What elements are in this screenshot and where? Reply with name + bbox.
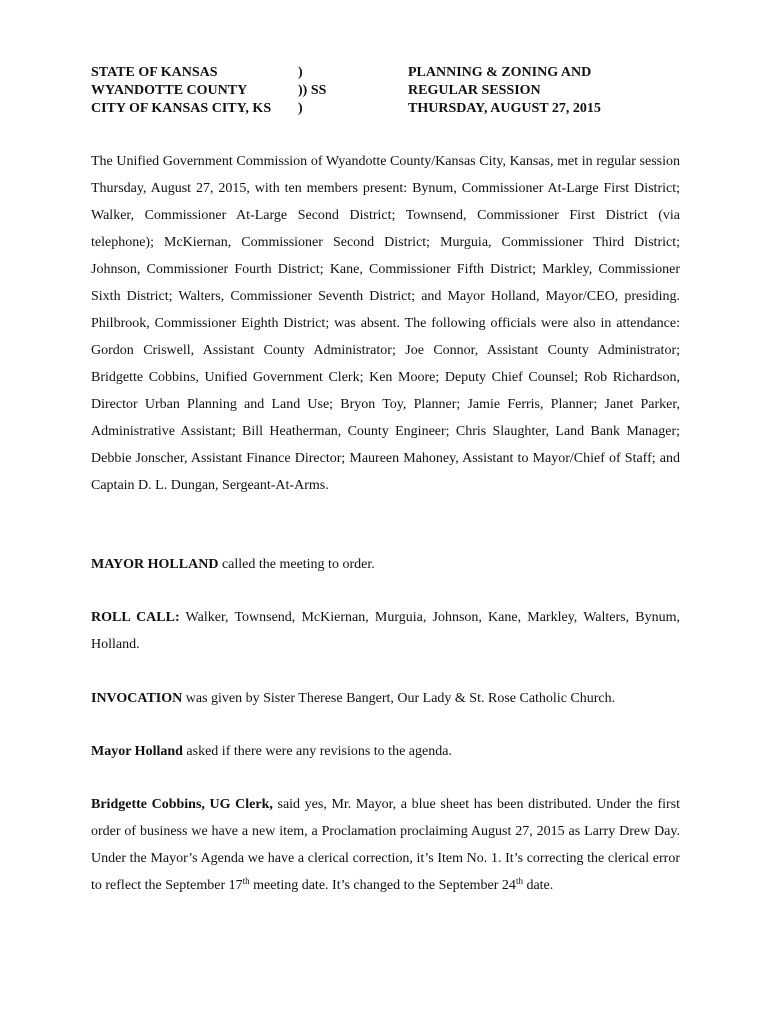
revisions-paragraph [91,738,680,765]
header-session [408,64,708,118]
clerk-sup-2: th [515,876,523,886]
header-county-row [91,82,391,100]
clerk-paragraph [91,791,680,899]
revisions-speaker: Mayor Holland [91,744,183,759]
roll-call-text: Walker, Townsend, McKiernan, Murguia, Johnson, Kane, Markley, Walters, Bynum, Holland. [91,610,680,652]
intro-paragraph: The Unified Government Commission of Wyandotte County/Kansas City, Kansas, met in regular session Thursday, August 27, 2015, with ten members present: Bynum, Commissioner At-Large First District; Walker, Commissioner At-Large Second District; Townsend, Commissioner First District (via telephone); McKiernan, Commissioner Second District; Murguia, Commissioner Third District; Johnson, Commissioner Fourth District; Kane, Commissioner Fifth District; Markley, Commissioner Sixth District; Walters, Commissioner Seventh District; and Mayor Holland, Mayor/CEO, presiding. Philbrook, Commissioner Eighth District; was absent. The following officials were also in attendance: Gordon Criswell, Assistant County Administrator; Joe Connor, Assistant County Administrator; Bridgette Cobbins, Unified Government Clerk; Ken Moore; Deputy Chief Counsel; Rob Richardson, Director Urban Planning and Land Use; Bryon Toy, Planner; Jamie Ferris, Planner; Janet Parker, Administrative Assistant; Bill Heatherman, County Engineer; Chris Slaughter, Land Bank Manager; Debbie Jonscher, Assistant Finance Director; Maureen Mahoney, Assistant to Mayor/Chief of Staff; and Captain D. L. Dungan, Sergeant-At-Arms. [91,154,680,493]
clerk-text-2: meeting date. It’s changed to the September 24 [249,878,516,893]
call-to-order-paragraph [91,551,680,578]
clerk-speaker: Bridgette Cobbins, UG Clerk, [91,797,273,812]
call-to-order-speaker: MAYOR HOLLAND [91,557,219,572]
header-county-mark: )) SS [298,83,327,98]
invocation-text: was given by Sister Therese Bangert, Our Lady & St. Rose Catholic Church. [182,691,616,706]
header-county: WYANDOTTE COUNTY [91,83,248,98]
revisions-text: asked if there were any revisions to the agenda. [182,744,452,759]
header-city-row [91,100,391,118]
header-state-mark: ) [298,65,303,80]
clerk-text-1: said yes, Mr. Mayor, a blue sheet has been distributed. Under the first order of business we have a new item, a Proclamation proclaiming August 27, 2015 as Larry Drew Day. Under the Mayor’s Agenda we have a clerical correction, it’s Item No. 1. It’s correcting the clerical error to reflect the September 17 [91,797,680,893]
header-session-kind: REGULAR SESSION [408,83,541,98]
invocation-paragraph [91,685,680,712]
header-session-type: PLANNING & ZONING AND [408,65,592,80]
invocation-heading: INVOCATION [91,691,183,706]
header-city-mark: ) [298,101,303,116]
clerk-sup-1: th [242,876,250,886]
header-state: STATE OF KANSAS [91,65,218,80]
header-jurisdiction [91,64,391,118]
header-state-row [91,64,391,82]
header-city: CITY OF KANSAS CITY, KS [91,101,272,116]
roll-call-paragraph [91,604,680,658]
roll-call-heading: ROLL CALL: [91,610,180,625]
call-to-order-text: called the meeting to order. [218,557,375,572]
clerk-text-3: date. [522,878,554,893]
header-session-date: THURSDAY, AUGUST 27, 2015 [408,101,601,116]
